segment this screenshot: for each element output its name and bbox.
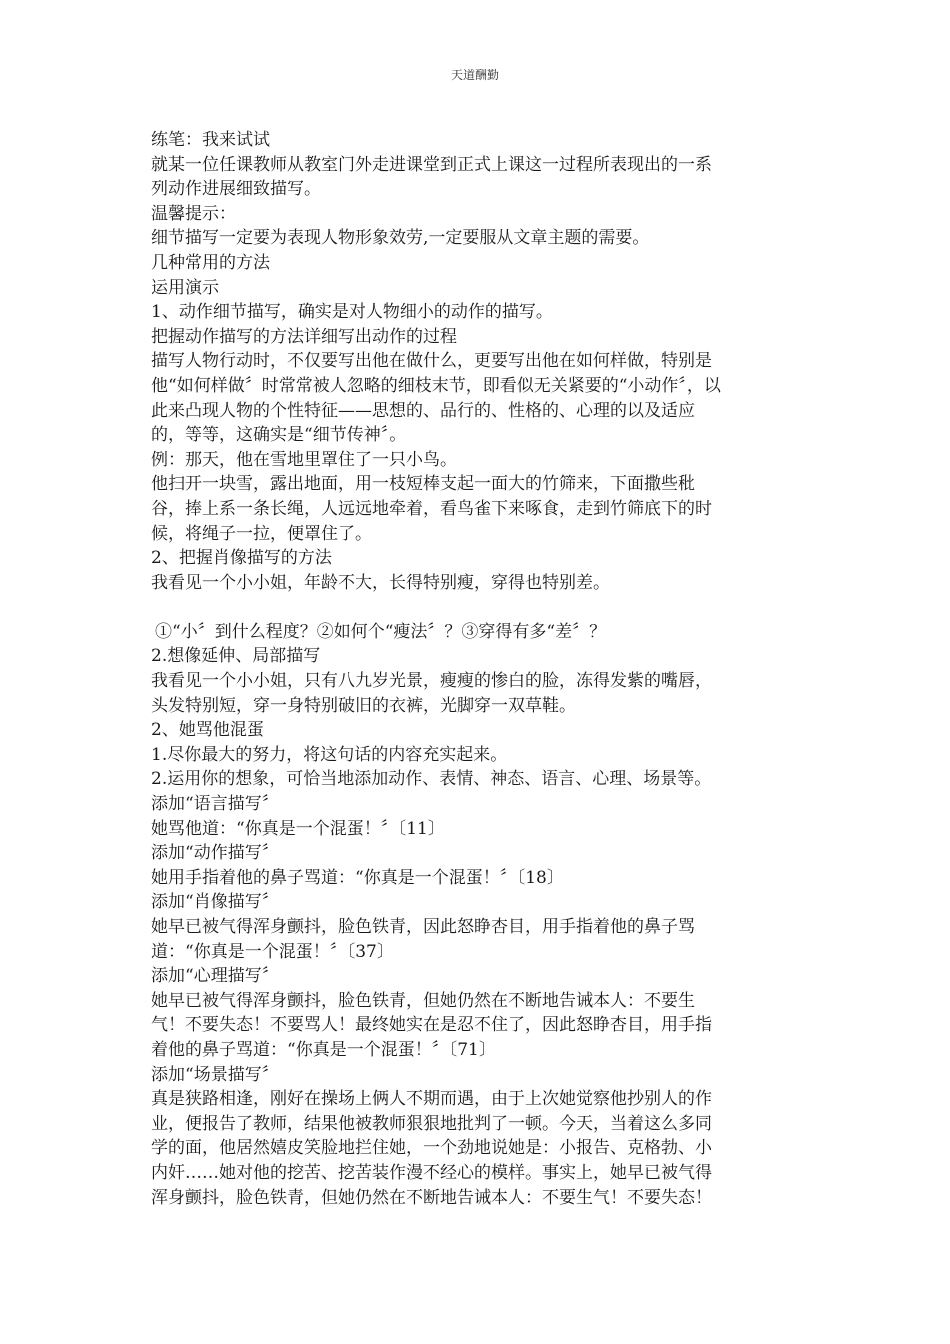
paragraph-line: 业，便报告了教师，结果他被教师狠狠地批判了一顿。今天，当着这么多同 — [151, 1113, 712, 1134]
question-line: ①“小〞到什么程度？②如何个“瘦法〞？③穿得有多“差〞？ — [155, 621, 607, 642]
section-heading: 2、把握肖像描写的方法 — [151, 548, 332, 569]
section-heading: 几种常用的方法 — [151, 252, 270, 273]
subheading-line: 添加“语言描写〞 — [151, 794, 279, 815]
paragraph-line: 我看见一个小小姐，年龄不大，长得特别瘦，穿得也特别差。 — [151, 572, 610, 593]
paragraph-line: 着他的鼻子骂道：“你真是一个混蛋！〞〔71〕 — [151, 1039, 496, 1060]
section-heading: 2.想像延伸、局部描写 — [151, 646, 321, 667]
paragraph-line: 的，等等，这确实是“细节传神〞。 — [151, 425, 407, 446]
paragraph-line: 真是狭路相逢，刚好在操场上俩人不期而遇，由于上次她觉察他抄别人的作 — [151, 1089, 712, 1110]
paragraph-line: 把握动作描写的方法详细写出动作的过程 — [151, 326, 457, 347]
example-line: 例：那天，他在雪地里罩住了一只小鸟。 — [151, 449, 457, 470]
subheading-line: 添加“肖像描写〞 — [151, 892, 279, 913]
paragraph-line: 她早已被气得浑身颤抖，脸色铁青，但她仍然在不断地告诫本人：不要生 — [151, 990, 695, 1011]
paragraph-line: 我看见一个小小姐，只有八九岁光景，瘦瘦的惨白的脸，冻得发紫的嘴唇， — [151, 671, 712, 692]
paragraph-line: 气！不要失态！不要骂人！最终她实在是忍不住了，因此怒睁杏目，用手指 — [151, 1015, 712, 1036]
section-heading: 2、她骂他混蛋 — [151, 720, 264, 741]
paragraph-line: 学的面，他居然嬉皮笑脸地拦住她，一个劲地说她是：小报告、克格勃、小 — [151, 1138, 712, 1159]
subheading-line: 添加“场景描写〞 — [151, 1064, 279, 1085]
subheading-line: 添加“心理描写〞 — [151, 966, 279, 987]
paragraph-line: 她用手指着他的鼻子骂道：“你真是一个混蛋！〞〔18〕 — [151, 867, 564, 888]
paragraph-line: 她骂他道：“你真是一个混蛋！〞〔11〕 — [151, 818, 445, 839]
paragraph-line: 此来凸现人物的个性特征——思想的、品行的、性格的、心理的以及适应 — [151, 400, 695, 421]
paragraph-line: 1.尽你最大的努力，将这句话的内容充实起来。 — [151, 744, 508, 765]
blank-line — [151, 595, 811, 620]
document-body — [151, 128, 811, 1210]
paragraph-line: 他扫开一块雪，露出地面，用一枝短棒支起一面大的竹筛来，下面撒些秕 — [151, 474, 695, 495]
paragraph-line: 1、动作细节描写，确实是对人物细小的动作的描写。 — [151, 302, 553, 323]
paragraph-line: 他“如何样做〞时常常被人忽略的细枝末节，即看似无关紧要的“小动作〞，以 — [151, 375, 721, 396]
paragraph-line: 她早已被气得浑身颤抖，脸色铁青，因此怒睁杏目，用手指着他的鼻子骂 — [151, 917, 695, 937]
paragraph-line: 谷，捧上系一条长绳，人远远地牵着，看鸟雀下来啄食，走到竹筛底下的时 — [151, 498, 712, 519]
paragraph-line: 描写人物行动时，不仅要写出他在做什么，更要写出他在如何样做，特别是 — [151, 351, 712, 372]
paragraph-line: 列动作进展细致描写。 — [151, 179, 321, 200]
tip-heading: 温馨提示： — [151, 203, 236, 224]
paragraph-line: 头发特别短，穿一身特别破旧的衣裤，光脚穿一双草鞋。 — [151, 695, 576, 716]
paragraph-line: 2.运用你的想象，可恰当地添加动作、表情、神态、语言、心理、场景等。 — [151, 769, 712, 790]
paragraph-line: 候，将绳子一拉，便罩住了。 — [151, 523, 372, 544]
section-heading: 运用演示 — [151, 277, 219, 298]
paragraph-line: 就某一位任课教师从教室门外走进课堂到正式上课这一过程所表现出的一系 — [151, 154, 712, 175]
paragraph-line: 浑身颤抖，脸色铁青，但她仍然在不断地告诫本人：不要生气！不要失态！ — [151, 1187, 712, 1208]
paragraph-line: 内奸……她对他的挖苦、挖苦装作漫不经心的模样。事实上，她早已被气得 — [151, 1162, 712, 1183]
section-title: 练笔：我来试试 — [151, 130, 270, 150]
subheading-line: 添加“动作描写〞 — [151, 843, 279, 864]
paragraph-line: 道：“你真是一个混蛋！〞〔37〕 — [151, 941, 394, 962]
page-header: 天道酬勤 — [450, 68, 499, 82]
paragraph-line: 细节描写一定要为表现人物形象效劳,一定要服从文章主题的需要。 — [151, 228, 650, 249]
